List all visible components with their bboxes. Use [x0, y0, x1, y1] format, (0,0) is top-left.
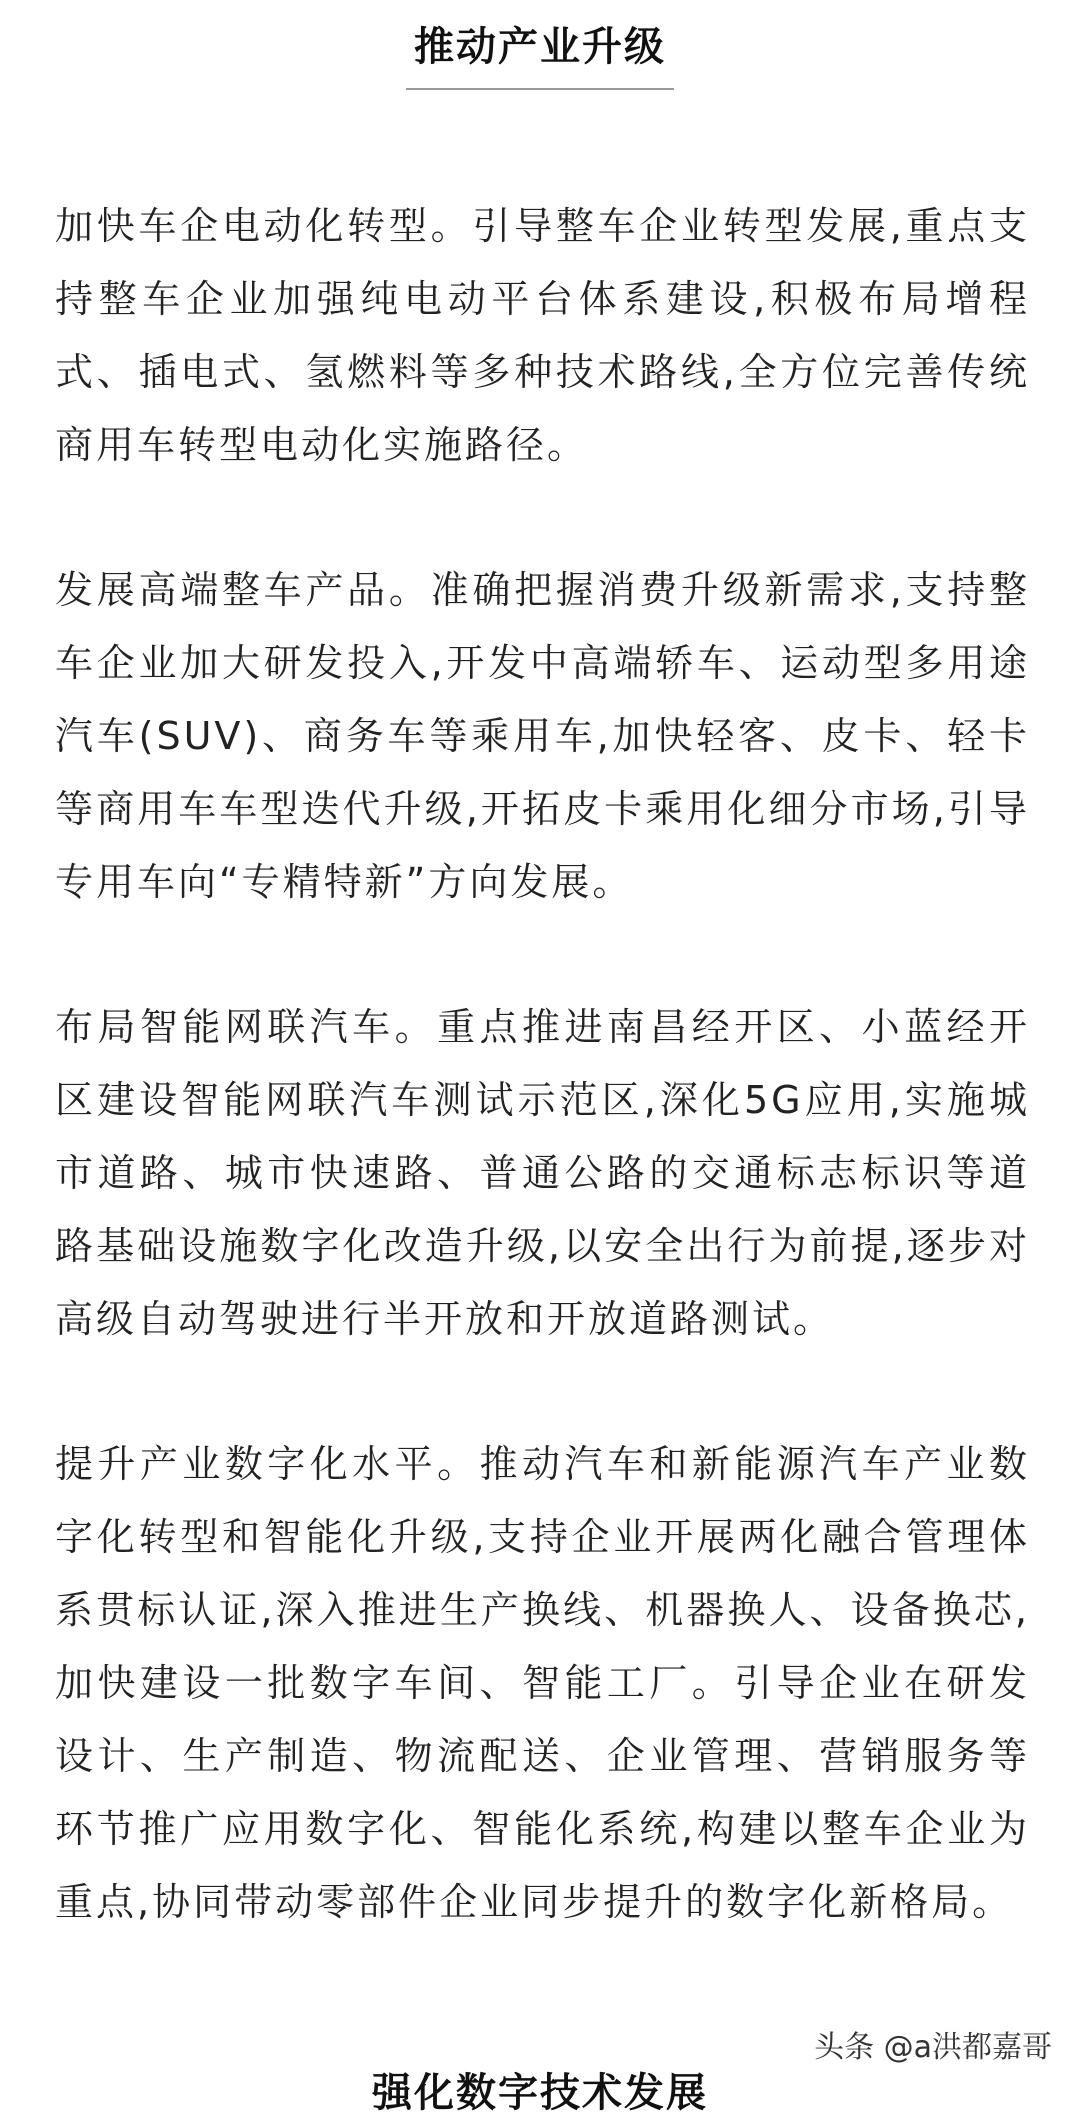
paragraph-ev-transition: 加快车企电动化转型。引导整车企业转型发展,重点支持整车企业加强纯电动平台体系建设,积极布局增程式、插电式、氢燃料等多种技术路线,全方位完善传统商用车转型电动化实施路径。: [55, 204, 1030, 467]
heading-container: [0, 22, 1080, 90]
section-heading: 推动产业升级: [406, 22, 674, 90]
paragraph-connected-vehicles: 布局智能网联汽车。重点推进南昌经开区、小蓝经开区建设智能网联汽车测试示范区,深化5G应用,实施城市道路、城市快速路、普通公路的交通标志标识等道路基础设施数字化改造升级,以安全出行为前提,逐步对高级自动驾驶进行半开放和开放道路测试。: [55, 1005, 1030, 1341]
article-body: [55, 190, 1030, 2011]
watermark: 头条 @a洪都嘉哥: [814, 2030, 1052, 2065]
paragraph-high-end-vehicles: 发展高端整车产品。准确把握消费升级新需求,支持整车企业加大研发投入,开发中高端轿车、运动型多用途汽车(SUV)、商务车等乘用车,加快轻客、皮卡、轻卡等商用车车型迭代升级,开拓皮卡乘用化细分市场,引导专用车向“专精特新”方向发展。: [55, 568, 1030, 904]
next-section-heading: 强化数字技术发展: [372, 2070, 708, 2116]
paragraph-digitalization: 提升产业数字化水平。推动汽车和新能源汽车产业数字化转型和智能化升级,支持企业开展两化融合管理体系贯标认证,深入推进生产换线、机器换人、设备换芯,加快建设一批数字车间、智能工厂。引导企业在研发设计、生产制造、物流配送、企业管理、营销服务等环节推广应用数字化、智能化系统,构建以整车企业为重点,协同带动零部件企业同步提升的数字化新格局。: [55, 1442, 1030, 1924]
